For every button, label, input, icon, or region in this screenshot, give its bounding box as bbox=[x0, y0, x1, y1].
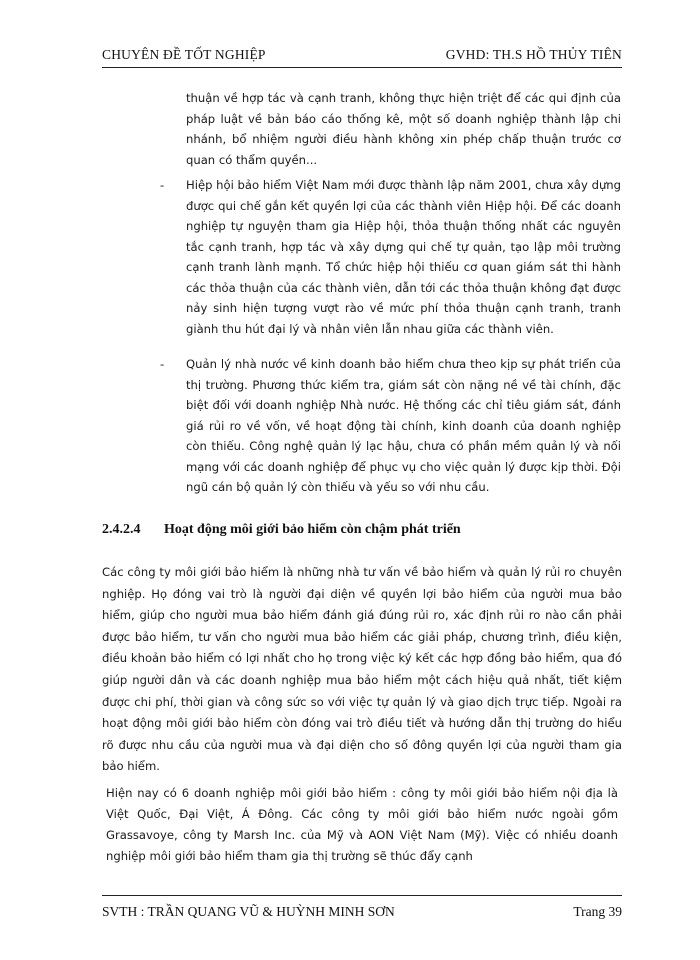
paragraph-current-brokers: Hiện nay có 6 doanh nghiệp môi giới bảo hiểm : công ty môi giới bảo hiểm nội địa là Việt Quốc, Đại Việt, Á Đông. Các công ty môi giới bảo hiểm nước ngoài gồm Grassavoye, công ty Marsh Inc. của Mỹ và AON Việt Nam (Mỹ). Việc có nhiều doanh nghiệp môi giới bảo hiểm tham gia thị trường sẽ thúc đẩy cạnh bbox=[106, 786, 618, 863]
bullet-text: Hiệp hội bảo hiểm Việt Nam mới được thành lập năm 2001, chưa xây dựng được qui chế gắn kết quyền lợi của các thành viên Hiệp hội. Để các doanh nghiệp tự nguyện tham gia Hiệp hội, thỏa thuận thống nhất các nguyên tắc cạnh tranh, hợp tác và xây dựng qui chế tự quản, tạo lập môi trường cạnh tranh lành mạnh. Tổ chức hiệp hội thiếu cơ quan giám sát thi hành các thỏa thuận của các thành viên, dẫn tới các thỏa thuận không đạt được nảy sinh hiện tượng vượt rào về mức phí thỏa thuận cạnh tranh, tranh giành thu hút đại lý và nhân viên lẫn nhau giữa các thành viên. bbox=[186, 178, 621, 336]
page-number: Trang 39 bbox=[573, 904, 622, 919]
footer-authors: SVTH : TRẦN QUANG VŨ & HUỲNH MINH SƠN bbox=[102, 904, 395, 919]
paragraph-brokers: Các công ty môi giới bảo hiểm là những nhà tư vấn về bảo hiểm và quản lý rủi ro chuyên nghiệp. Họ đóng vai trò là người đại diện về quyền lợi bảo hiểm của người mua bảo hiểm, giúp cho người mua bảo hiểm đánh giá đúng rủi ro, xác định rủi ro nào cần phải được bảo hiểm, tư vấn cho người mua bảo hiểm các giải pháp, chương trình, điều kiện, điều khoản bảo hiểm có lợi nhất cho họ trong việc ký kết các hợp đồng bảo hiểm, qua đó giúp người dân và các doanh nghiệp mua bảo hiểm một cách hiệu quả nhất, tiết kiệm được chi phí, thời gian và công sức so với việc tự quản lý và giao dịch trực tiếp. Ngoài ra hoạt động môi giới bảo hiểm còn đóng vai trò điều tiết và hướng dẫn thị trường do hiểu rõ được nhu cầu của người mua và đại diện cho số đông quyền lợi của người tham gia bảo hiểm. bbox=[102, 565, 622, 774]
header-rule bbox=[102, 67, 622, 68]
footer-rule bbox=[102, 895, 622, 896]
header-thesis-title: CHUYÊN ĐỀ TỐT NGHIỆP bbox=[102, 47, 266, 62]
header-advisor: GVHD: TH.S HỒ THỦY TIÊN bbox=[445, 47, 622, 62]
bullet-dash: - bbox=[160, 357, 165, 371]
bullet-text: Quản lý nhà nước về kinh doanh bảo hiểm chưa theo kịp sự phát triển của thị trường. Phương thức kiểm tra, giám sát còn nặng nề về tài chính, đặc biệt đối với doanh nghiệp Nhà nước. Hệ thống các chỉ tiêu giám sát, đánh giá rủi ro về vốn, về hoạt động tài chính, kinh doanh của doanh nghiệp còn thiếu. Công nghệ quản lý lạc hậu, chưa có phần mềm quản lý và nối mạng với các doanh nghiệp để phục vụ cho việc quản lý được kịp thời. Đội ngũ cán bộ quản lý còn thiếu và yếu so với nhu cầu. bbox=[186, 357, 621, 494]
bullet-dash: - bbox=[160, 178, 165, 192]
section-title: Hoạt động môi giới bảo hiểm còn chậm phát triển bbox=[164, 522, 461, 537]
section-number: 2.4.2.4 bbox=[102, 522, 141, 537]
continuation-paragraph: thuận về hợp tác và cạnh tranh, không thực hiện triệt để các qui định của pháp luật về bản báo cáo thống kê, một số doanh nghiệp thành lập chi nhánh, bổ nhiệm người điều hành không xin phép chấp thuận trước cơ quan có thẩm quyền... bbox=[186, 91, 621, 167]
